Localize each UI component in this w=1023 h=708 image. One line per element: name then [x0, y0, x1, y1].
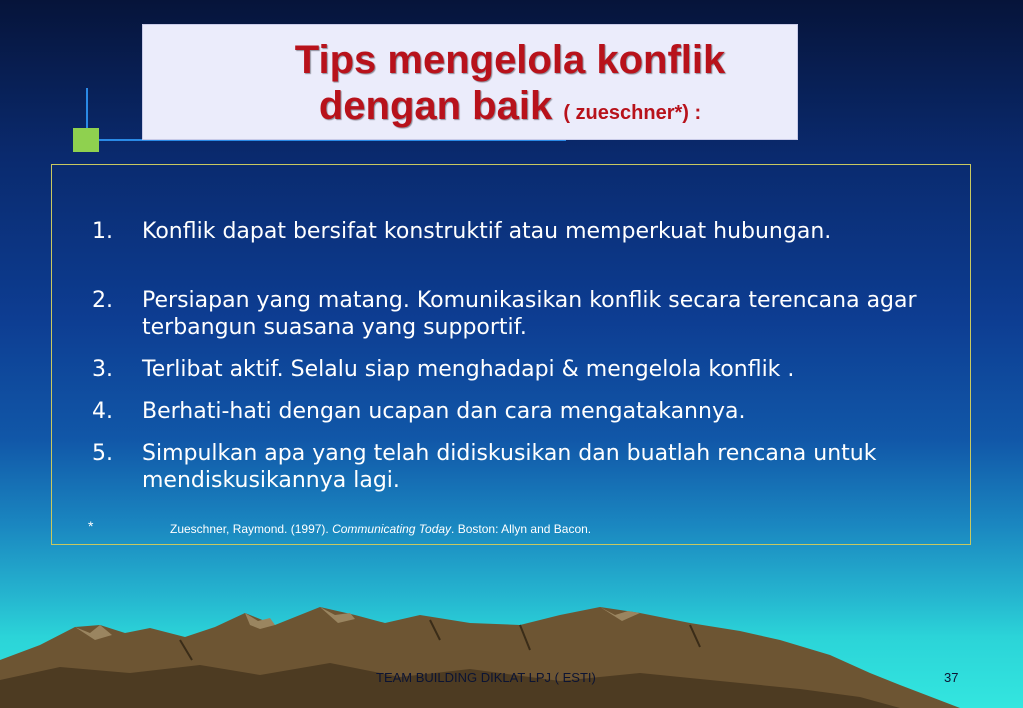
page-number: 37	[944, 670, 959, 685]
title-citation: ( zueschner*) :	[563, 102, 702, 124]
list-item	[92, 440, 952, 494]
content-box	[51, 164, 971, 545]
slide-title-line2	[143, 83, 797, 136]
list-item	[92, 398, 952, 425]
list-item-number: 4.	[92, 399, 113, 424]
list-item-text: Berhati-hati dengan ucapan dan cara mengatakannya.	[142, 399, 746, 424]
footnote-publisher: . Boston: Allyn and Bacon.	[451, 522, 592, 536]
mountains-illustration	[0, 585, 1023, 708]
decor-green-square	[73, 128, 99, 152]
slide-title-line2-text: dengan baik	[318, 84, 553, 128]
footer-title: TEAM BUILDING DIKLAT LPJ ( ESTI)	[376, 670, 596, 685]
title-box	[142, 24, 798, 140]
list-item-text: Terlibat aktif. Selalu siap menghadapi & mengelola konflik .	[142, 357, 795, 382]
list-item-number: 3.	[92, 357, 113, 382]
list-item-number: 1.	[92, 219, 113, 244]
list-item-text: Simpulkan apa yang telah didiskusikan dan buatlah rencana untuk mendiskusikannya lagi.	[142, 441, 877, 493]
footnote	[170, 522, 591, 536]
footnote-book: Communicating Today	[332, 522, 452, 536]
slide-title-line1: Tips mengelola konflik	[294, 38, 726, 82]
list-item	[92, 356, 952, 383]
list-item	[92, 218, 952, 245]
footnote-marker: *	[88, 518, 94, 534]
list-item-text: Konflik dapat bersifat konstruktif atau memperkuat hubungan.	[142, 219, 832, 244]
footnote-author: Zueschner, Raymond. (1997).	[170, 522, 333, 536]
list-item-text: Persiapan yang matang. Komunikasikan konflik secara terencana agar terbangun suasana yang supportif.	[142, 288, 917, 340]
list-item-number: 5.	[92, 441, 113, 466]
list-item-number: 2.	[92, 288, 113, 313]
list-item	[92, 287, 952, 341]
